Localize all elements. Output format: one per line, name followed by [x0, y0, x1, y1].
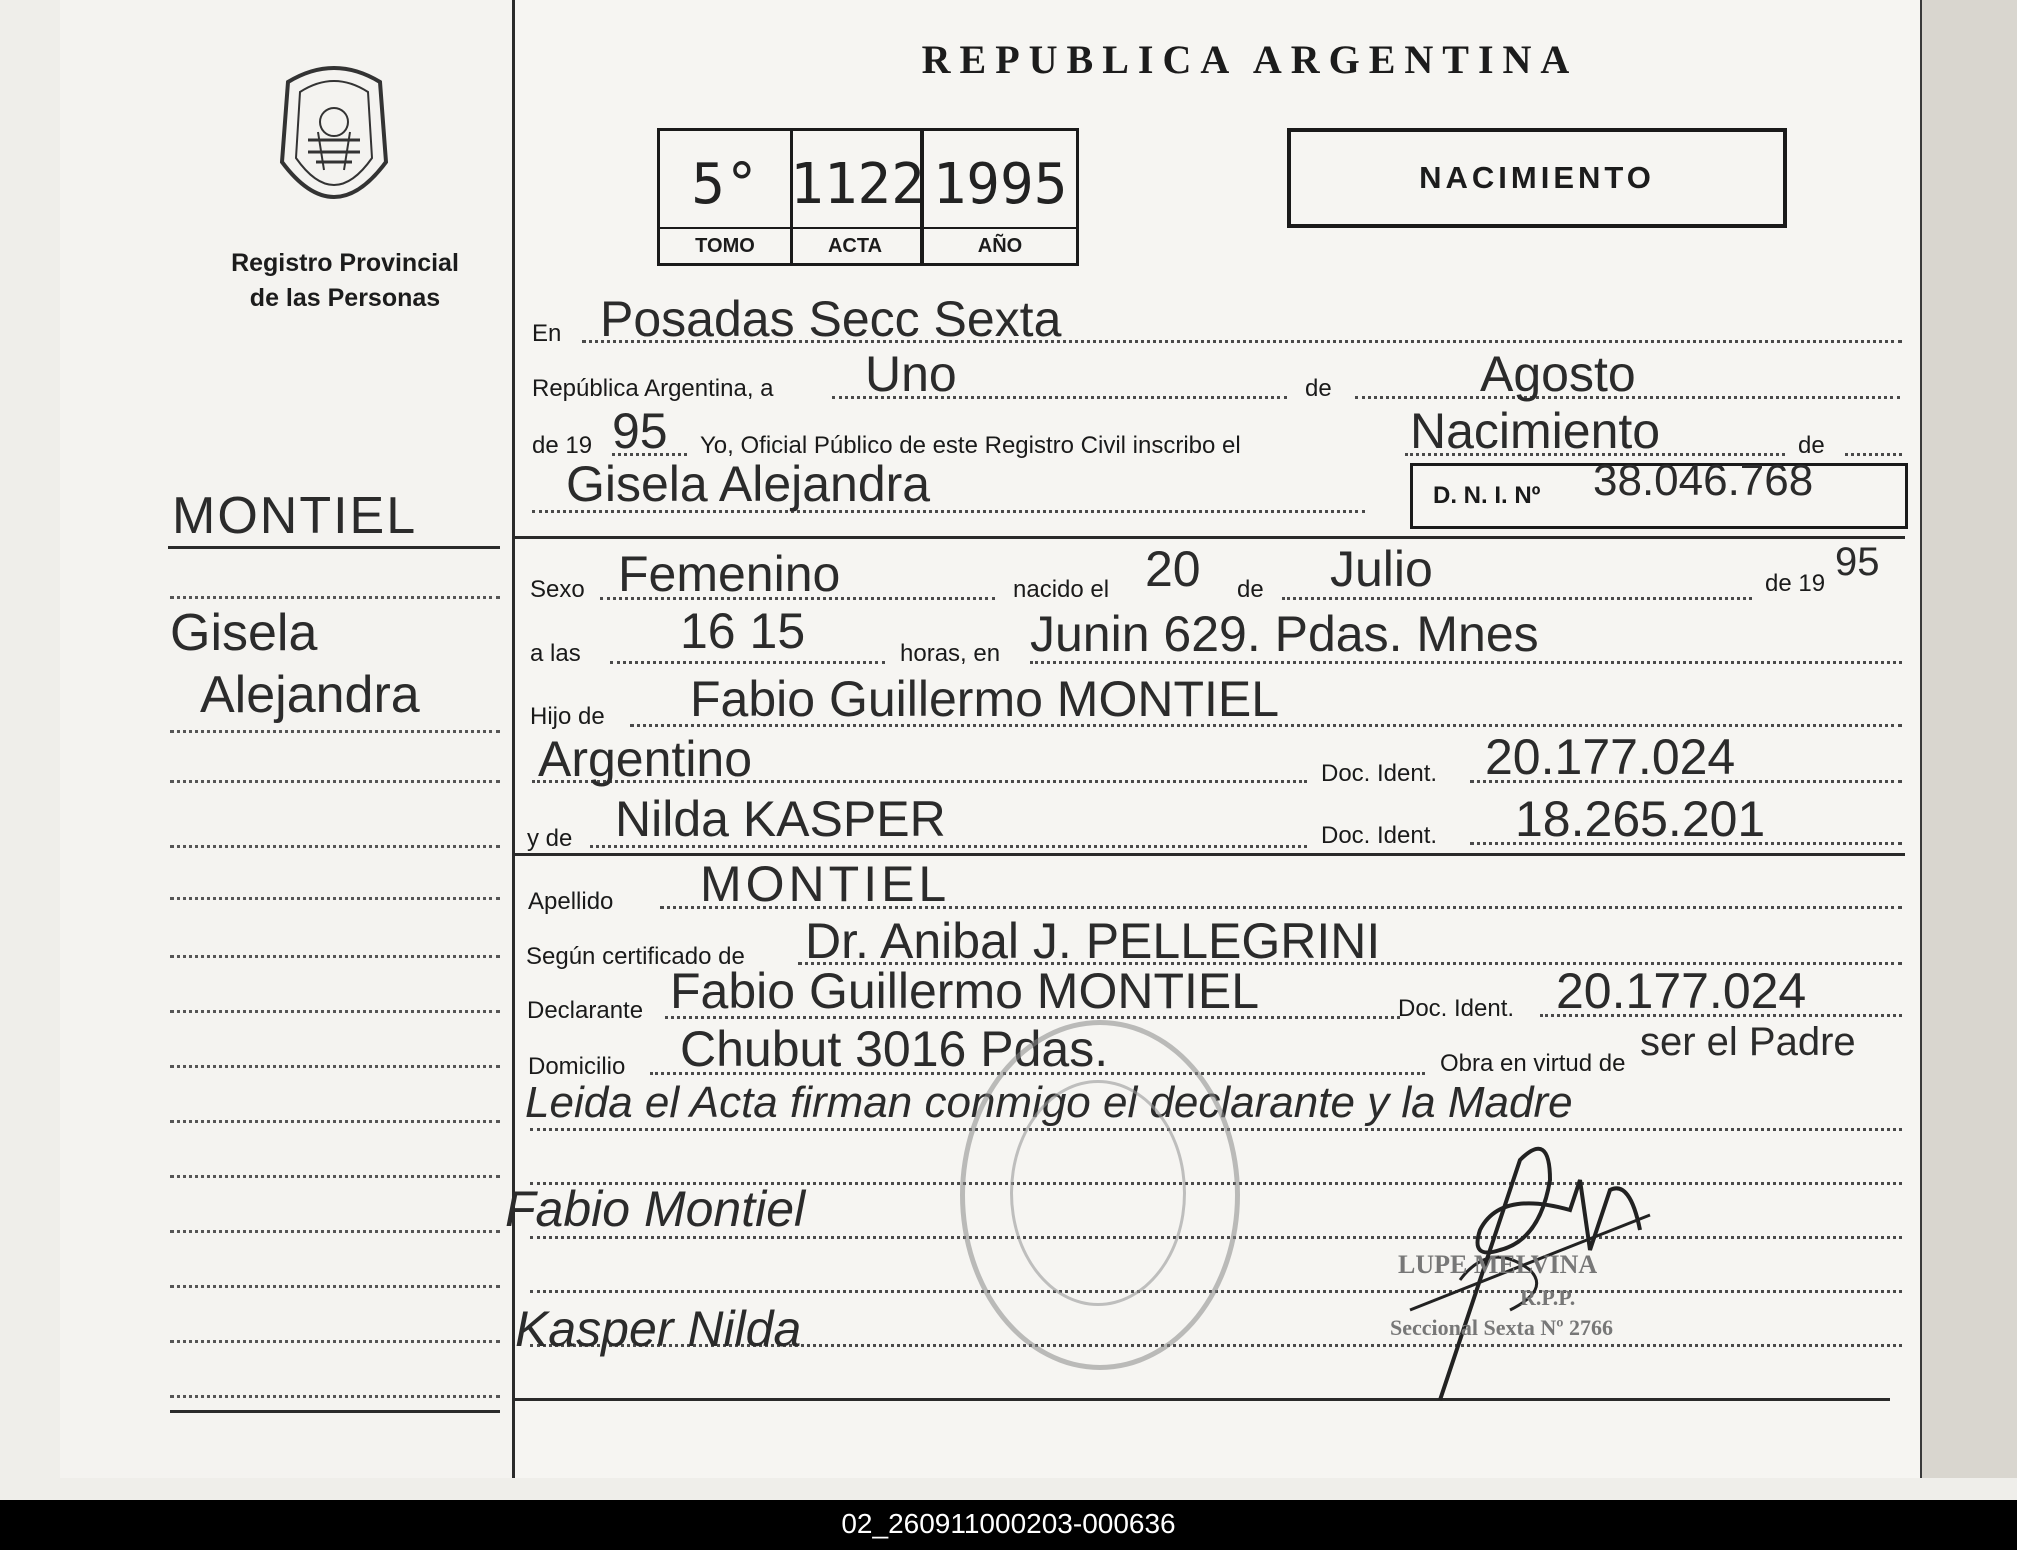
provincial-seal-icon	[268, 62, 400, 222]
label-declarante: Declarante	[527, 997, 644, 1024]
margin-line	[170, 1340, 500, 1343]
value-madre: Nilda KASPER	[615, 791, 946, 847]
label-y-de: y de	[527, 825, 573, 852]
margin-line	[170, 897, 500, 900]
label-domicilio: Domicilio	[528, 1053, 626, 1080]
margin-line	[170, 780, 500, 783]
tomo-value: 5°	[691, 152, 759, 217]
label-nacido: nacido el	[1013, 576, 1110, 603]
margin-line	[170, 1175, 500, 1178]
label-horas: horas, en	[900, 640, 1001, 667]
registry-name	[200, 246, 490, 316]
value-madre-doc: 18.265.201	[1515, 791, 1766, 847]
margin-line	[170, 1120, 500, 1123]
margin-underline	[168, 546, 500, 549]
margin-bottom-rule	[170, 1410, 500, 1413]
signature-madre: Kasper Nilda	[515, 1301, 802, 1357]
value-declarante: Fabio Guillermo MONTIEL	[670, 963, 1260, 1019]
ano-value: 1995	[932, 152, 1068, 217]
value-lugar: Junin 629. Pdas. Mnes	[1030, 606, 1539, 662]
label-dni: D. N. I. Nº	[1433, 482, 1541, 509]
label-oficial: Yo, Oficial Público de este Registro Civil inscribo el	[700, 432, 1241, 459]
label-republica: República Argentina, a	[532, 375, 774, 402]
label-obra: Obra en virtud de	[1440, 1050, 1626, 1077]
value-domicilio: Chubut 3016 Pdas.	[680, 1021, 1109, 1077]
dotted-line	[1845, 453, 1902, 456]
signature-padre: Fabio Montiel	[505, 1181, 806, 1237]
image-id-bar: 02_260911000203-000636	[0, 1500, 2017, 1550]
record-type-box: NACIMIENTO	[1287, 128, 1787, 228]
official-name: LUPE MELVINA	[1398, 1250, 1598, 1279]
acta-label: ACTA	[790, 227, 920, 263]
registry-line-1: Registro Provincial	[231, 249, 459, 277]
value-declarante-doc: 20.177.024	[1556, 963, 1807, 1019]
ano-box	[922, 128, 1079, 266]
margin-line	[170, 1285, 500, 1288]
book-edge	[1920, 0, 2017, 1478]
margin-name-1: Gisela	[170, 604, 318, 662]
value-nota: Leida el Acta firman conmigo el declarante y la Madre	[525, 1078, 1573, 1127]
dni-box	[1410, 456, 1908, 529]
ano-label: AÑO	[924, 227, 1076, 263]
margin-line	[170, 1230, 500, 1233]
label-de: de	[1237, 576, 1264, 603]
official-office: Seccional Sexta Nº 2766	[1390, 1315, 1613, 1340]
label-sexo: Sexo	[530, 576, 585, 603]
label-doc-ident: Doc. Ident.	[1398, 995, 1515, 1022]
value-dia: Uno	[865, 346, 957, 402]
margin-line	[170, 1010, 500, 1013]
value-hora: 16 15	[680, 603, 806, 659]
margin-line	[170, 596, 500, 599]
value-mes: Agosto	[1480, 346, 1636, 402]
value-nacido-dia: 20	[1145, 541, 1201, 597]
value-en: Posadas Secc Sexta	[600, 291, 1062, 347]
value-apellido: MONTIEL	[700, 856, 951, 912]
value-anio: 95	[612, 403, 668, 459]
margin-line	[170, 730, 500, 733]
value-padre-nacionalidad: Argentino	[538, 731, 753, 787]
label-doc-ident: Doc. Ident.	[1321, 760, 1438, 787]
margin-surname: MONTIEL	[172, 487, 418, 545]
value-sexo: Femenino	[618, 546, 841, 602]
value-certificado: Dr. Anibal J. PELLEGRINI	[805, 913, 1381, 969]
tomo-box	[657, 128, 793, 266]
label-de-19: de 19	[1765, 570, 1826, 597]
label-a-las: a las	[530, 640, 581, 667]
value-nacido-mes: Julio	[1330, 541, 1433, 597]
section-rule	[515, 1398, 1890, 1401]
official-title: R.P.P.	[1520, 1285, 1576, 1310]
value-nacido-anio: 95	[1835, 540, 1880, 584]
value-padre-doc: 20.177.024	[1485, 729, 1736, 785]
margin-name-2: Alejandra	[200, 666, 420, 724]
margin-line	[170, 1065, 500, 1068]
value-dni: 38.046.768	[1593, 456, 1814, 505]
value-acto: Nacimiento	[1410, 403, 1661, 459]
label-de: de	[1798, 432, 1825, 459]
country-title: REPUBLICA ARGENTINA	[921, 37, 1579, 82]
margin-line	[170, 1395, 500, 1398]
registry-line-2: de las Personas	[249, 284, 441, 312]
dotted-line	[610, 661, 885, 664]
margin-line	[170, 845, 500, 848]
label-en: En	[532, 320, 562, 347]
value-padre: Fabio Guillermo MONTIEL	[690, 671, 1280, 727]
value-obra: ser el Padre	[1640, 1020, 1856, 1064]
label-doc-ident: Doc. Ident.	[1321, 822, 1438, 849]
label-de: de	[1305, 375, 1332, 402]
acta-box	[790, 128, 923, 266]
label-segun-certificado: Según certificado de	[526, 943, 745, 970]
official-stamp-inner	[1010, 1080, 1186, 1306]
value-nombre: Gisela Alejandra	[566, 456, 931, 512]
label-de-19: de 19	[532, 432, 593, 459]
acta-value: 1122	[790, 152, 925, 217]
label-apellido: Apellido	[528, 888, 614, 915]
margin-line	[170, 955, 500, 958]
label-hijo-de: Hijo de	[530, 703, 605, 730]
tomo-label: TOMO	[660, 227, 790, 263]
section-rule	[515, 536, 1905, 539]
